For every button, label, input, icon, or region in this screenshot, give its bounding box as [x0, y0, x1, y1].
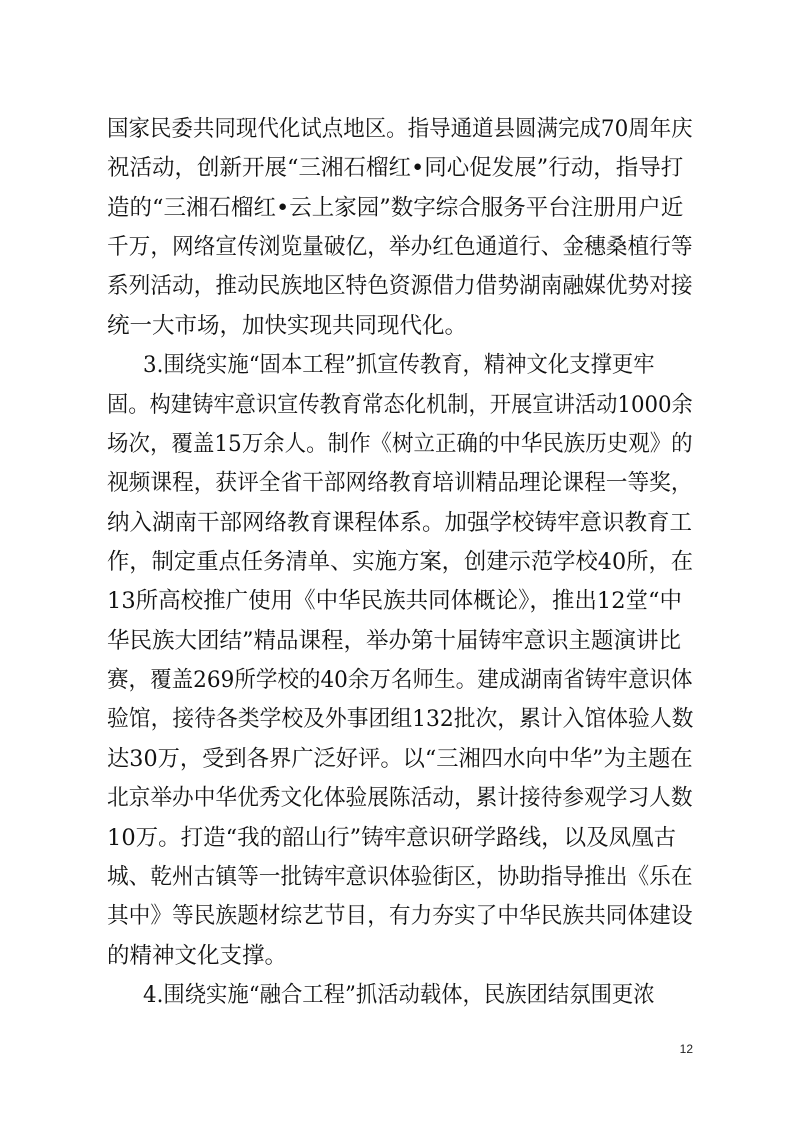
body-text-line: 纳入湖南干部网络教育课程体系。加强学校铸牢意识教育工	[107, 509, 693, 536]
body-text-line: 国家民委共同现代化试点地区。指导通道县圆满完成70周年庆	[107, 116, 693, 142]
body-text-line: 华民族大团结”精品课程，举办第十届铸牢意识主题演讲比	[107, 627, 682, 654]
body-text-line: 验馆，接待各类学校及外事团组132批次，累计入馆体验人数	[107, 706, 694, 733]
body-text-line: 北京举办中华优秀文化体验展陈活动，累计接待参观学习人数	[107, 785, 693, 812]
body-text-line: 达30万，受到各界广泛好评。以“三湘四水向中华”为主题在	[107, 745, 693, 772]
section-heading-line: 4.围绕实施“融合工程”抓活动载体，民族团结氛围更浓	[143, 982, 655, 1008]
page-number: 12	[679, 1042, 693, 1056]
body-text-line: 场次，覆盖15万余人。制作《树立正确的中华民族历史观》的	[107, 430, 693, 457]
body-text-line: 视频课程，获评全省干部网络教育培训精品理论课程一等奖，	[107, 470, 693, 497]
body-text-line: 造的“三湘石榴红•云上家园”数字综合服务平台注册用户近	[107, 194, 684, 221]
body-text-line: 的精神文化支撑。	[107, 942, 288, 969]
section-heading-line: 3.围绕实施“固本工程”抓宣传教育，精神文化支撑更牢	[143, 352, 655, 379]
body-text-line: 千万，网络宣传浏览量破亿，举办红色通道行、金穗桑植行等	[107, 234, 693, 261]
body-text-line: 系列活动，推动民族地区特色资源借力借势湖南融媒优势对接	[107, 273, 693, 300]
body-text-line: 统一大市场，加快实现共同现代化。	[107, 312, 468, 339]
body-text-line: 城、乾州古镇等一批铸牢意识体验街区，协助指导推出《乐在	[107, 863, 693, 890]
body-text-line: 10万。打造“我的韶山行”铸牢意识研学路线，以及凤凰古	[107, 824, 677, 851]
body-text-line: 13所高校推广使用《中华民族共同体概论》，推出12堂“中	[107, 588, 683, 615]
body-text-line: 其中》等民族题材综艺节目，有力夯实了中华民族共同体建设	[107, 903, 693, 930]
body-text-line: 祝活动，创新开展“三湘石榴红•同心促发展”行动，指导打	[107, 155, 684, 182]
body-text-line: 固。构建铸牢意识宣传教育常态化机制，开展宣讲活动1000余	[107, 391, 693, 418]
body-text-line: 作，制定重点任务清单、实施方案，创建示范学校40所，在	[107, 549, 694, 575]
body-text-line: 赛，覆盖269所学校的40余万名师生。建成湖南省铸牢意识体	[107, 667, 693, 694]
